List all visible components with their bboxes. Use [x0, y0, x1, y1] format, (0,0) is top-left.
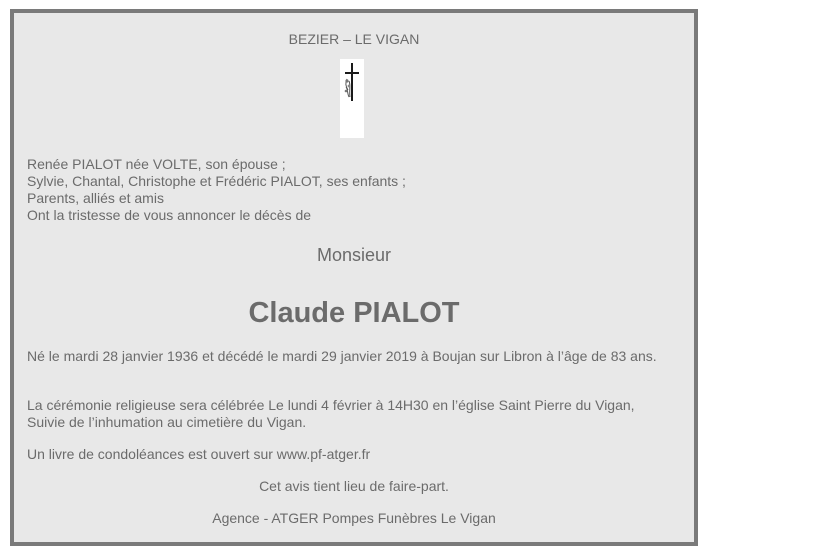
- birth-death-dates: Né le mardi 28 janvier 1936 et décédé le mardi 29 janvier 2019 à Boujan sur Libron à l’âge de 83 ans.: [27, 348, 657, 364]
- ceremony-line: La cérémonie religieuse sera célébrée Le lundi 4 février à 14H30 en l’église Saint Pierre du Vigan,: [27, 397, 635, 413]
- deceased-name: Claude PIALOT: [248, 297, 460, 329]
- deceased-title: Monsieur: [316, 245, 392, 265]
- location-header: BEZIER – LE VIGAN: [288, 31, 420, 47]
- announcement-line: Renée PIALOT née VOLTE, son épouse ;: [27, 156, 286, 172]
- cross-with-flowers-icon: [340, 59, 364, 138]
- burial-line: Suivie de l’inhumation au cimetière du Vigan.: [27, 414, 307, 430]
- announcement-line: Parents, alliés et amis: [27, 190, 164, 206]
- condolences-text: Un livre de condoléances est ouvert sur www.pf-atger.fr: [27, 446, 371, 462]
- announcement-line: Ont la tristesse de vous annoncer le décès de: [27, 207, 312, 223]
- announcement-line: Sylvie, Chantal, Christophe et Frédéric PIALOT, ses enfants ;: [27, 173, 406, 189]
- notice-text: Cet avis tient lieu de faire-part.: [259, 478, 449, 494]
- obituary-card: [10, 9, 698, 546]
- agency-text: Agence - ATGER Pompes Funèbres Le Vigan: [212, 510, 496, 526]
